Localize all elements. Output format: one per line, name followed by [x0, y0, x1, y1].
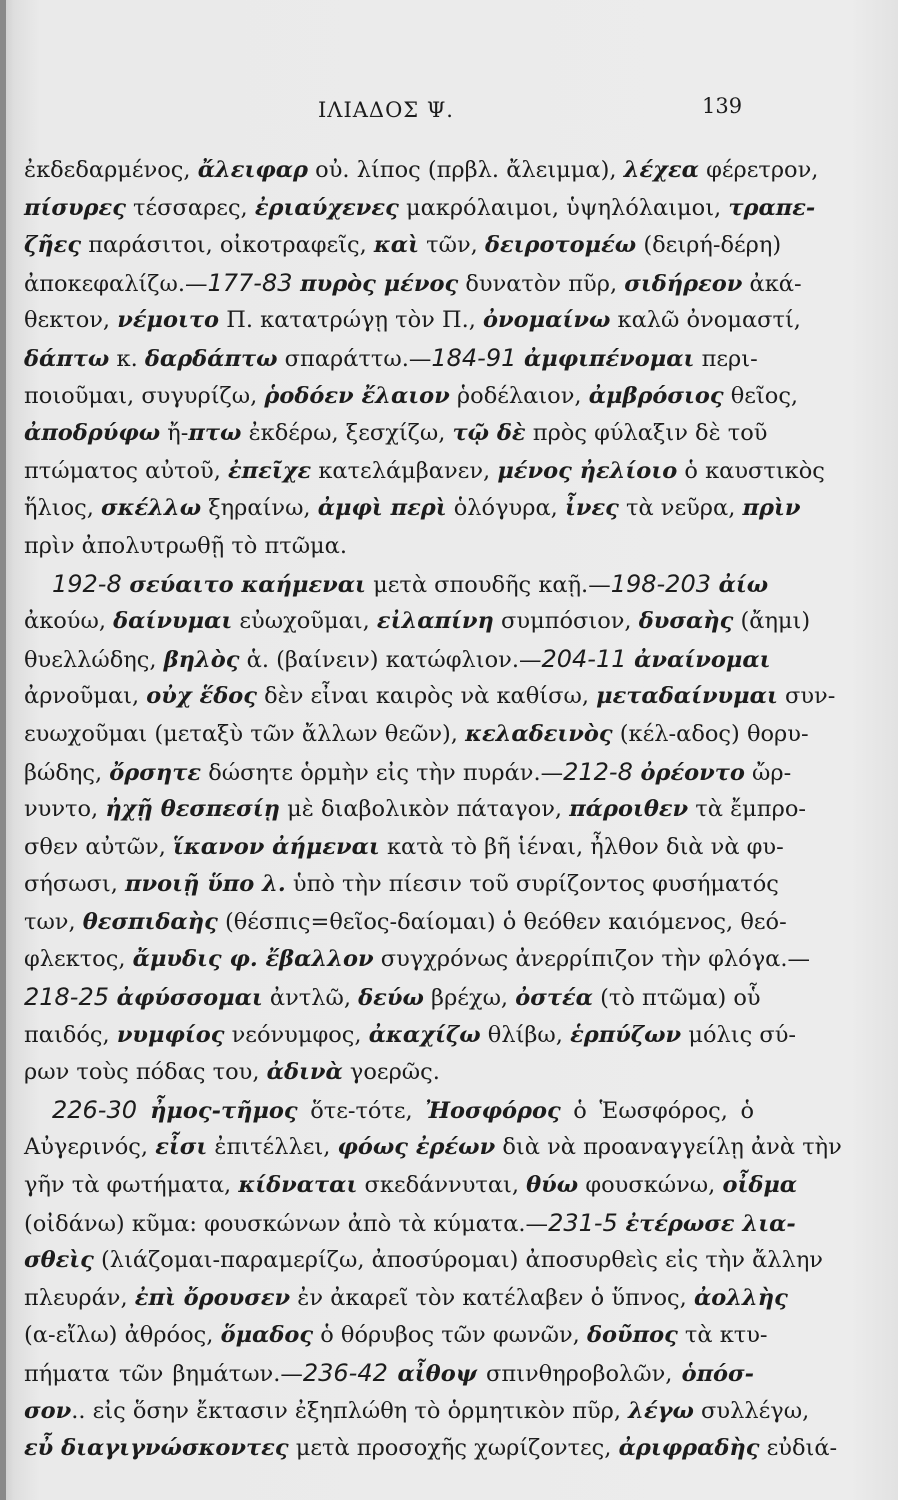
gloss-text: κατὰ τὸ βῆ ἱέναι, ἦλθον διὰ νὰ φυ-: [379, 833, 784, 860]
lemma: ἀδινὰ: [266, 1059, 343, 1086]
verse-range: 177-83: [207, 268, 301, 297]
lemma: ἀμβρόσιος: [588, 382, 724, 409]
text-line: [24, 754, 792, 792]
gloss-text: ὁλόγυρα,: [446, 495, 565, 522]
lemma: δαίνυμαι: [113, 608, 233, 635]
lemma: σκέλλω: [101, 495, 202, 522]
lemma: ἐτέρωσε λια-: [625, 1210, 796, 1237]
gloss-text: δυνατὸν πῦρ,: [458, 270, 625, 297]
text-line: [24, 1205, 796, 1243]
text-line: [24, 566, 769, 604]
gloss-text: συγχρόνως ἀνερρίπιζον τὴν φλόγα.—: [373, 946, 811, 973]
gloss-text: θεῖος,: [723, 382, 799, 409]
text-line: [24, 866, 779, 904]
verse-range: 218-25: [24, 983, 117, 1012]
text-line: [24, 528, 754, 566]
gloss-text: τῶν,: [419, 232, 485, 259]
gloss-text: τὰ κτυ-: [677, 1322, 768, 1349]
lemma: ἵκανον ἀήμεναι: [173, 833, 380, 860]
gloss-text: συμπόσιον,: [493, 608, 639, 635]
verse-range: 184-91: [431, 343, 524, 372]
gloss-text: δώσητε ὁρμὴν εἰς τὴν πυράν.—: [201, 759, 564, 786]
gloss-text: συν-: [777, 683, 836, 710]
gloss-text: παιδός,: [24, 1021, 117, 1048]
lemma: ἀίω: [718, 571, 769, 598]
verse-range: 198-203: [610, 569, 719, 598]
lemma: ῥοδόεν ἔλαιον: [264, 382, 450, 409]
text-line: [24, 1167, 798, 1205]
text-line: [24, 979, 761, 1017]
lemma: πνοιῇ ὕπο λ.: [125, 871, 286, 898]
text-line: [24, 415, 768, 453]
lemma: δυσαὴς: [638, 608, 734, 635]
gloss-text: εὐδιά-: [759, 1435, 838, 1462]
gloss-text: παράσιτοι, οἰκοτραφεῖς,: [81, 232, 374, 259]
lemma: μεταδαίνυμαι: [596, 683, 778, 710]
lemma: Ἠοσφόρος: [425, 1097, 561, 1124]
gloss-text: ὁ καυστικὸς: [677, 457, 825, 484]
gloss-text: ὁ Ἑωσφόρος, ὁ: [560, 1097, 754, 1124]
lemma: νυμφίος: [116, 1021, 225, 1048]
gloss-text: ἥλιος,: [24, 495, 102, 522]
gloss-text: περι-: [694, 345, 758, 372]
gloss-text: μετὰ σπουδῆς καῇ.—: [365, 571, 611, 598]
gloss-text: (τὸ πτῶμα) οὗ: [592, 985, 761, 1012]
lemma: ἠχῇ θεσπεσίῃ: [105, 796, 280, 823]
gloss-text: συλλέγω,: [693, 1397, 810, 1424]
gloss-text: εὐωχοῦμαι,: [232, 608, 377, 635]
gloss-text: φουσκώνω,: [578, 1172, 723, 1199]
text-line: [24, 829, 784, 867]
lemma: κίδναται: [238, 1172, 358, 1199]
text-line: [24, 490, 801, 528]
gloss-text: πήματα τῶν βημάτων.—: [24, 1361, 303, 1387]
verse-range: 231-5: [548, 1208, 626, 1237]
lemma: ὀρέοντο: [640, 759, 745, 786]
gloss-text: ὁ θόρυβος τῶν φωνῶν,: [313, 1322, 587, 1349]
gloss-text: ὑπὸ τὴν πίεσιν τοῦ συρίζοντος φυσήματός: [285, 871, 779, 898]
lemma: ἀποδρύφω: [24, 420, 161, 447]
text-line: [24, 302, 801, 340]
lemma: σθεὶς: [24, 1247, 94, 1274]
gloss-text: (δειρή-δέρη): [636, 232, 782, 259]
text-line: [24, 1280, 788, 1318]
gloss-text: ἀποκεφαλίζω.—: [24, 270, 208, 297]
lemma: ἶνες: [564, 495, 619, 522]
gloss-text: Αὐγερινός,: [24, 1134, 156, 1161]
lemma: λέγω: [628, 1397, 694, 1424]
gloss-text: τὰ ἔμπρο-: [688, 796, 806, 823]
gloss-text: ἀκά-: [742, 270, 802, 297]
commentary-text: [24, 152, 842, 1468]
text-line: [24, 1355, 754, 1393]
lemma: δεύω: [358, 985, 424, 1012]
gloss-text: φέρετρον,: [698, 157, 819, 183]
page-number: 139: [702, 94, 743, 118]
gloss-text: ξηραίνω,: [201, 495, 318, 522]
lemma: ὀστέα: [515, 985, 593, 1012]
gloss-text: ἀντλῶ,: [262, 985, 359, 1012]
lemma: ἦμος-τῆμος: [150, 1097, 298, 1124]
text-line: [24, 1017, 796, 1055]
lemma: δοῦπος: [586, 1322, 678, 1349]
gloss-text: Π. κατατρώγῃ τὸν Π.,: [219, 307, 484, 334]
lemma: δάπτω: [24, 345, 110, 372]
gloss-text: κατελάμβανεν,: [311, 457, 498, 484]
gloss-text: θυελλώδης,: [24, 646, 164, 673]
lemma: μένος ἠελίοιο: [497, 457, 678, 484]
lemma: ἀκαχίζω: [368, 1021, 481, 1048]
lemma: αἶθοψ: [397, 1361, 477, 1387]
lemma: εἶσι: [155, 1134, 208, 1161]
lemma: σεύαιτο καήμεναι: [129, 571, 366, 598]
text-line: [24, 941, 811, 979]
lemma: ἀριφραδὴς: [618, 1435, 760, 1462]
lemma: τῷ δὲ: [452, 420, 526, 447]
gloss-text: (α-εἴλω) ἀθρόος,: [24, 1322, 221, 1349]
text-line: [24, 603, 811, 641]
gloss-text: πρὸς φύλαξιν δὲ τοῦ: [525, 420, 768, 447]
gloss-text: διὰ νὰ προαναγγείλῃ ἀνὰ τὴν: [495, 1134, 842, 1161]
text-line: [24, 1092, 754, 1130]
lemma: ἑρπύζων: [570, 1021, 682, 1048]
lemma: οἶδμα: [722, 1172, 798, 1199]
gloss-text: ὅτε-τότε,: [297, 1097, 426, 1124]
gloss-text: ἐκδεδαρμένος,: [24, 157, 198, 183]
lemma: ἀναίνομαι: [634, 646, 771, 673]
text-line: [24, 641, 771, 679]
gloss-text: θεκτον,: [24, 307, 118, 334]
gloss-text: πτώματος αὐτοῦ,: [24, 457, 228, 484]
lemma: δαρδάπτω: [144, 345, 278, 372]
lemma: πυρὸς μένος: [300, 270, 459, 297]
text-line: [24, 453, 825, 491]
gloss-text: ἀκούω,: [24, 608, 114, 635]
lemma: ἀολλὴς: [693, 1284, 788, 1311]
gloss-text: κ.: [109, 345, 145, 372]
lemma: ἐπεῖχε: [228, 457, 312, 484]
gloss-text: ἤ-: [160, 420, 189, 447]
gloss-text: ρων τοὺς πόδας του,: [24, 1059, 267, 1086]
gloss-text: (λιάζομαι-παραμερίζω, ἀποσύρομαι) ἀποσυρθεὶς εἰς τὴν ἄλλην: [93, 1247, 823, 1274]
text-line: [24, 678, 836, 716]
lemma: ἀμφὶ περὶ: [317, 495, 447, 522]
verse-range: 192-8: [52, 569, 130, 598]
lemma: πρὶν: [742, 495, 801, 522]
gloss-text: (ἄημι): [733, 608, 811, 635]
gloss-text: τέσσαρες,: [125, 194, 255, 221]
running-title: ΙΛΙΑΔΟΣ Ψ.: [318, 98, 454, 122]
gloss-text: ἐν ἀκαρεῖ τὸν κατέλαβεν ὁ ὕπνος,: [290, 1284, 694, 1311]
lemma: ζῆες: [24, 232, 82, 259]
gloss-text: ἀρνοῦμαι,: [24, 683, 147, 710]
gloss-text: .. εἰς ὅσην ἔκτασιν ἐξηπλώθη τὸ ὁρμητικὸν πῦρ,: [71, 1397, 629, 1424]
gloss-text: ευωχοῦμαι (μεταξὺ τῶν ἄλλων θεῶν),: [24, 720, 466, 747]
gloss-text: δὲν εἶναι καιρὸς νὰ καθίσω,: [256, 683, 597, 710]
lemma: νέμοιτο: [117, 307, 220, 334]
gloss-text: θλίβω,: [480, 1021, 571, 1048]
lemma: πτω: [188, 420, 242, 447]
lemma: πάροιθεν: [569, 796, 689, 823]
text-line: [24, 1317, 768, 1355]
gloss-text: ἁ. (βαίνειν) κατώφλιον.—: [239, 646, 542, 673]
lemma: βηλὸς: [163, 646, 240, 673]
gloss-text: μακρόλαιμοι, ὑψηλόλαιμοι,: [398, 194, 729, 221]
lemma: ἀμφιπένομαι: [523, 345, 695, 372]
lemma: οὐχ ἕδος: [146, 683, 257, 710]
text-line: [24, 904, 787, 942]
lemma: δειροτομέω: [484, 232, 637, 259]
gloss-text: μετὰ προσοχῆς χωρίζοντες,: [288, 1435, 619, 1462]
lemma: ὀνομαίνω: [483, 307, 611, 334]
lemma: λέχεα: [623, 157, 699, 183]
text-line: [24, 716, 809, 754]
text-line: [24, 378, 799, 416]
gloss-text: ἐπιτέλλει,: [207, 1134, 338, 1161]
gloss-text: νεόνυμφος,: [224, 1021, 369, 1048]
lemma: ὄρσητε: [109, 759, 202, 786]
lemma: εἰλαπίνη: [376, 608, 494, 635]
lemma: ἀφύσσομαι: [116, 985, 263, 1012]
gloss-text: ποιοῦμαι, συγυρίζω,: [24, 382, 265, 409]
lemma: σον: [24, 1397, 72, 1424]
lemma: φόως ἐρέων: [337, 1134, 496, 1161]
gloss-text: φλεκτος,: [24, 946, 133, 973]
lemma: ἐπὶ ὄρουσεν: [134, 1284, 291, 1311]
gloss-text: οὐ. λίπος (πρβλ. ἄλειμμα),: [308, 157, 624, 183]
lemma: εὖ διαγιγνώσκοντες: [24, 1435, 289, 1462]
gloss-text: νυντο,: [24, 796, 106, 823]
gloss-text: σθεν αὐτῶν,: [24, 833, 174, 860]
gloss-text: βρέχω,: [423, 985, 516, 1012]
page-header: [0, 92, 898, 126]
text-line: [24, 265, 802, 303]
lemma: πίσυρες: [24, 194, 126, 221]
gloss-text: βώδης,: [24, 759, 110, 786]
text-line: [24, 1430, 838, 1468]
gloss-text: πλευράν,: [24, 1284, 135, 1311]
lemma: θύω: [526, 1172, 579, 1199]
gloss-text: σπινθηροβολῶν,: [476, 1361, 682, 1387]
gloss-text: σκεδάννυται,: [357, 1172, 527, 1199]
verse-range: 204-11: [541, 644, 635, 673]
text-line: [24, 152, 819, 190]
lemma: τραπε-: [728, 194, 816, 221]
lemma: σιδήρεον: [624, 270, 743, 297]
verse-range: 212-8: [563, 757, 641, 786]
lemma: ἄμυδις φ. ἔβαλλον: [132, 946, 374, 973]
lemma: ἄλειφαρ: [197, 157, 309, 183]
text-line: [24, 1054, 754, 1092]
book-spine-shadow: [0, 0, 6, 1500]
lemma: ἐριαύχενες: [254, 194, 399, 221]
gloss-text: καλῶ ὀνομαστί,: [610, 307, 801, 334]
gloss-text: τὰ νεῦρα,: [618, 495, 743, 522]
text-line: [24, 1129, 842, 1167]
gloss-text: μὲ διαβολικὸν πάταγον,: [279, 796, 570, 823]
gloss-text: ῥοδέλαιον,: [449, 382, 589, 409]
gloss-text: γοερῶς.: [342, 1059, 440, 1086]
gloss-text: σπαράττω.—: [277, 345, 432, 372]
gloss-text: πρὶν ἀπολυτρωθῇ τὸ πτῶμα.: [24, 532, 348, 559]
text-line: [24, 1393, 810, 1431]
lemma: ὁπόσ-: [681, 1361, 754, 1387]
lemma: θεσπιδαὴς: [82, 908, 218, 935]
gloss-text: γῆν τὰ φωτήματα,: [24, 1172, 239, 1199]
gloss-text: μόλις σύ-: [681, 1021, 796, 1048]
lemma: κελαδεινὸς: [465, 720, 613, 747]
text-line: [24, 190, 816, 228]
gloss-text: σήσωσι,: [24, 871, 126, 898]
text-line: [24, 340, 758, 378]
text-line: [24, 791, 806, 829]
verse-range: 236-42: [302, 1359, 398, 1387]
gloss-text: ὤρ-: [744, 759, 792, 786]
gloss-text: των,: [24, 908, 83, 935]
verse-range: 226-30: [52, 1095, 151, 1124]
text-line: [24, 1242, 823, 1280]
gloss-text: (οἰδάνω) κῦμα: φουσκώνων ἀπὸ τὰ κύματα.—: [24, 1210, 549, 1237]
gloss-text: ἐκδέρω, ξεσχίζω,: [241, 420, 453, 447]
text-line: [24, 227, 782, 265]
gloss-text: (θέσπις=θεῖος-δαίομαι) ὁ θεόθεν καιόμενος, θεό-: [217, 908, 787, 935]
lemma: ὅμαδος: [220, 1322, 314, 1349]
gloss-text: (κέλ-αδος) θορυ-: [612, 720, 809, 747]
lemma: καὶ: [373, 232, 419, 259]
